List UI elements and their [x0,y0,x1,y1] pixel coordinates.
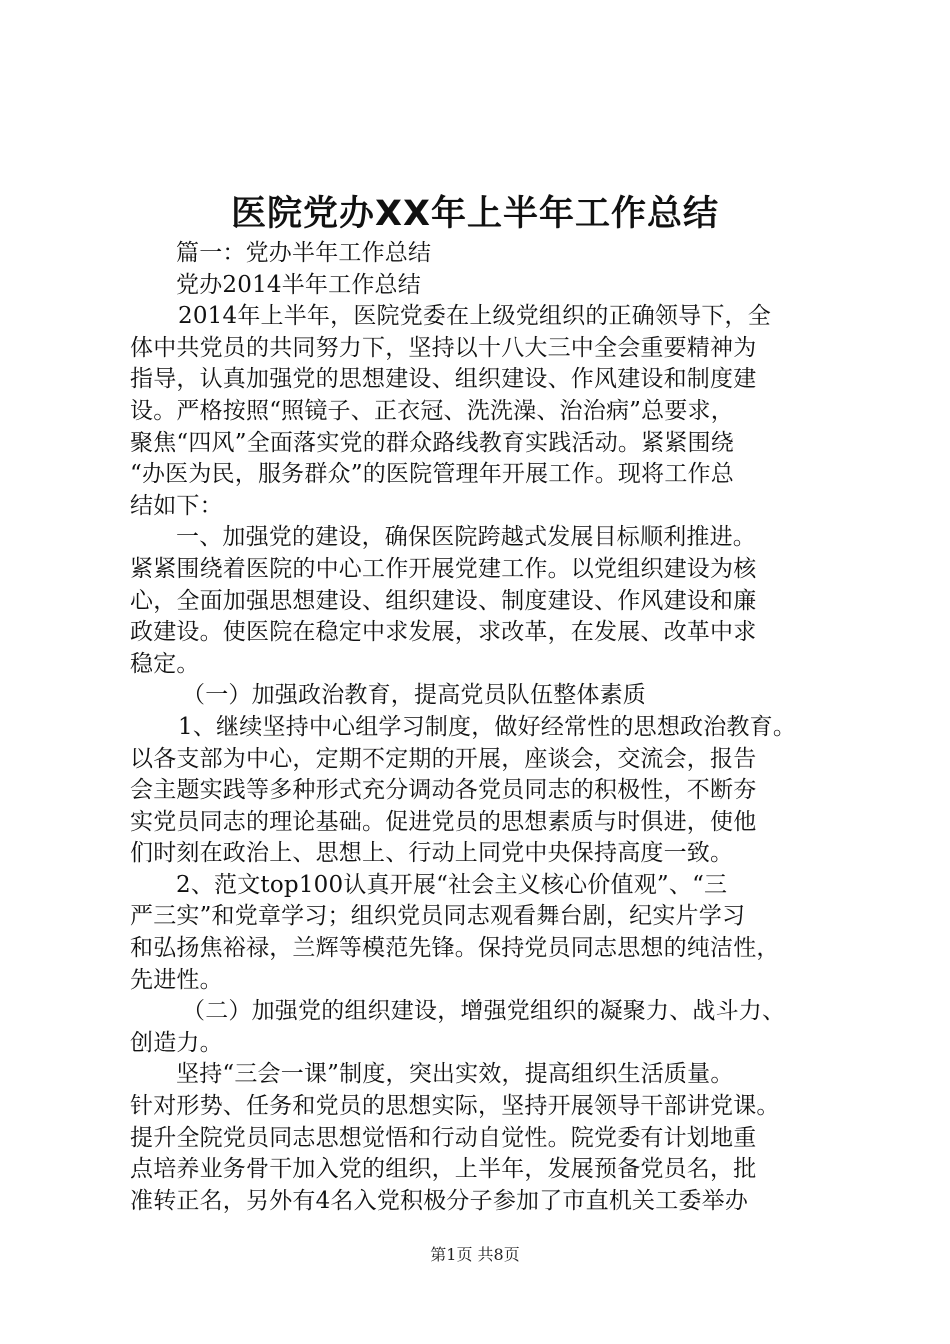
text-line: 1、继续坚持中心组学习制度，做好经常性的思想政治教育。 [178,713,797,740]
text-line: 坚持“三会一课”制度，突出实效，提高组织生活质量。 [176,1061,734,1088]
text-line: 指导，认真加强党的思想建设、组织建设、作风建设和制度建 [130,366,757,393]
text-line: 心，全面加强思想建设、组织建设、制度建设、作风建设和廉 [130,587,757,614]
text-line: 政建设。使医院在稳定中求发展，求改革，在发展、改革中求 [130,619,757,646]
text-line: 篇一：党办半年工作总结 [176,240,432,266]
text-line: 以各支部为中心，定期不定期的开展，座谈会，交流会，报告 [130,745,757,772]
text-line: 们时刻在政治上、思想上、行动上同党中央保持高度一致。 [130,840,734,867]
text-line: 创造力。 [130,1029,223,1056]
text-line: 设。严格按照“照镜子、正衣冠、洗洗澡、治治病”总要求， [130,397,734,424]
page-number: 第1页 共8页 [430,1245,520,1264]
text-line: 聚焦“四风”全面落实党的群众路线教育实践活动。紧紧围绕 [130,429,734,456]
text-line: 一、加强党的建设，确保医院跨越式发展目标顺利推进。 [176,524,756,551]
document-body [130,238,860,1217]
text-line: 会主题实践等多种形式充分调动各党员同志的积极性，不断夯 [130,777,757,804]
text-line: （一）加强政治教育，提高党员队伍整体素质 [182,682,646,709]
text-line: （二）加强党的组织建设，增强党组织的凝聚力、战斗力、 [182,998,786,1025]
text-line: 2014年上半年，医院党委在上级党组织的正确领导下，全 [178,303,771,330]
text-line: 紧紧围绕着医院的中心工作开展党建工作。以党组织建设为核 [130,555,757,582]
text-line: 准转正名，另外有4名入党积极分子参加了市直机关工委举办 [130,1187,749,1214]
document-title: 医院党办XX年上半年工作总结 [231,194,719,234]
text-line: 先进性。 [130,966,223,993]
text-line: “办医为民，服务群众”的医院管理年开展工作。现将工作总 [130,461,734,488]
text-line: 和弘扬焦裕禄，兰辉等模范先锋。保持党员同志思想的纯洁性， [130,935,780,962]
text-line: 党办2014半年工作总结 [176,271,421,298]
text-line: 提升全院党员同志思想觉悟和行动自觉性。院党委有计划地重 [130,1124,757,1151]
text-line: 2、范文top100认真开展“社会主义核心价值观”、“三 [176,871,728,898]
text-line: 针对形势、任务和党员的思想实际，坚持开展领导干部讲党课。 [130,1093,780,1120]
text-line: 结如下： [130,492,223,519]
text-line: 点培养业务骨干加入党的组织，上半年，发展预备党员名，批 [130,1156,757,1183]
text-line: 实党员同志的理论基础。促进党员的思想素质与时俱进，使他 [130,808,757,835]
text-line: 稳定。 [130,650,200,677]
text-line: 严三实”和党章学习；组织党员同志观看舞台剧，纪实片学习 [130,903,746,930]
text-line: 体中共党员的共同努力下，坚持以十八大三中全会重要精神为 [130,334,757,361]
